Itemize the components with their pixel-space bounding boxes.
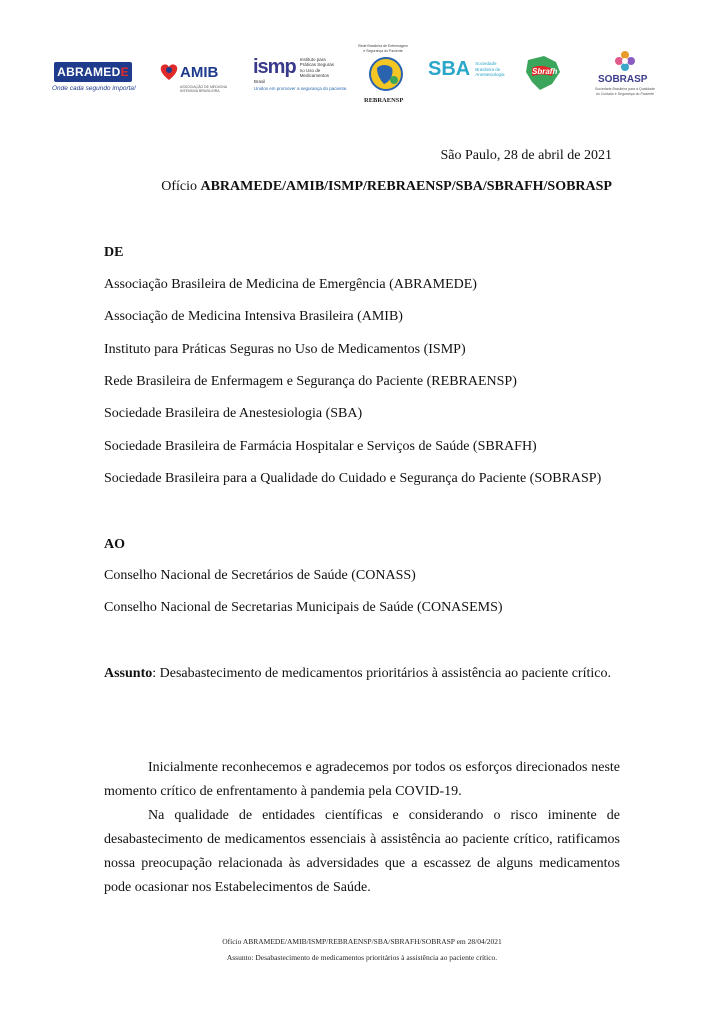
from-entity-4: Rede Brasileira de Enfermagem e Segurança do Paciente (REBRAENSP) (104, 374, 517, 389)
sba-description: Sociedade Brasileira de Anestesiologia (475, 61, 505, 78)
abramede-name-accent: E (120, 65, 129, 79)
abramede-tagline: Onde cada segundo importa! (52, 85, 136, 92)
sobrasp-description: Sociedade Brasileira para a Qualidade do Cuidado e Segurança do Paciente (595, 87, 655, 96)
to-entity-2: Conselho Nacional de Secretarias Municipais de Saúde (CONASEMS) (104, 600, 503, 615)
footer-line-2: Assunto: Desabastecimento de medicamentos prioritários à assistência ao paciente crítico. (226, 953, 498, 962)
footer-line-1: Ofício ABRAMEDE/AMIB/ISMP/REBRAENSP/SBA/SBRAFH/SOBRASP em 28/04/2021 (222, 937, 502, 946)
from-entity-1: Associação Brasileira de Medicina de Emergência (ABRAMEDE) (104, 277, 477, 292)
oficio-code: ABRAMEDE/AMIB/ISMP/REBRAENSP/SBA/SBRAFH/SOBRASP (200, 179, 612, 194)
abramede-logo (54, 62, 132, 82)
sobrasp-flower-icon (614, 50, 636, 72)
from-entity-7: Sociedade Brasileira para a Qualidade do Cuidado e Segurança do Paciente (SOBRASP) (104, 471, 602, 486)
body-paragraph-2: Na qualidade de entidades científicas e considerando o risco iminente de desabastecimento de medicamentos essenciais à assistência ao paciente crítico, ratificamos nossa preocupação relacionada às adversidades que a escassez de alguns medicamentos pode ocasionar nos Estabelecimentos de Saúde. (104, 808, 620, 895)
amib-logo (158, 62, 218, 82)
subject-label: Assunto (104, 666, 153, 681)
sba-name: SBA (428, 58, 471, 80)
from-heading: DE (104, 245, 124, 260)
ismp-logo (253, 56, 340, 79)
ismp-description: Instituto para Práticas Seguras no Uso de Medicamentos (299, 56, 334, 78)
ismp-country: Brasil (254, 79, 266, 84)
from-entity-3: Instituto para Práticas Seguras no Uso de Medicamentos (ISMP) (104, 342, 466, 357)
date-line: São Paulo, 28 de abril de 2021 (440, 148, 612, 163)
ismp-name: ismp (253, 56, 296, 78)
amib-name: AMIB (180, 63, 219, 81)
to-heading: AO (104, 537, 125, 552)
oficio-line (161, 177, 612, 197)
subject-paragraph (104, 662, 620, 686)
from-entity-5: Sociedade Brasileira de Anestesiologia (SBA) (104, 406, 363, 421)
sobrasp-name: SOBRASP (598, 74, 648, 85)
body-paragraph-1: Inicialmente reconhecemos e agradecemos por todos os esforços direcionados neste momento crítico de enfrentamento à pandemia pela COVID-19. (104, 760, 620, 799)
logo-strip (48, 44, 680, 120)
oficio-prefix: Ofício (161, 179, 201, 194)
subject-text: : Desabastecimento de medicamentos prioritários à assistência ao paciente crítico. (152, 666, 611, 681)
abramede-name: ABRAMED (57, 65, 121, 79)
sba-logo (428, 58, 515, 81)
amib-heart-icon (158, 62, 180, 82)
to-entity-1: Conselho Nacional de Secretários de Saúde (CONASS) (104, 568, 416, 583)
from-entity-6: Sociedade Brasileira de Farmácia Hospitalar e Serviços de Saúde (SBRAFH) (104, 439, 537, 454)
ismp-tagline: Unidos em promover a segurança do paciente. (254, 86, 348, 91)
sbrafh-name: Sbrafh (532, 67, 558, 76)
amib-subtitle: ASSOCIAÇÃO DE MEDICINA INTENSIVA BRASILEIRA (180, 85, 227, 93)
rebraensp-name: REBRAENSP (364, 97, 404, 104)
rebraensp-top-text: Rede Brasileira de Enfermagem e Segurança do Paciente (358, 44, 408, 53)
rebraensp-globe-icon (368, 56, 404, 92)
from-entity-2: Associação de Medicina Intensiva Brasileira (AMIB) (104, 309, 403, 324)
